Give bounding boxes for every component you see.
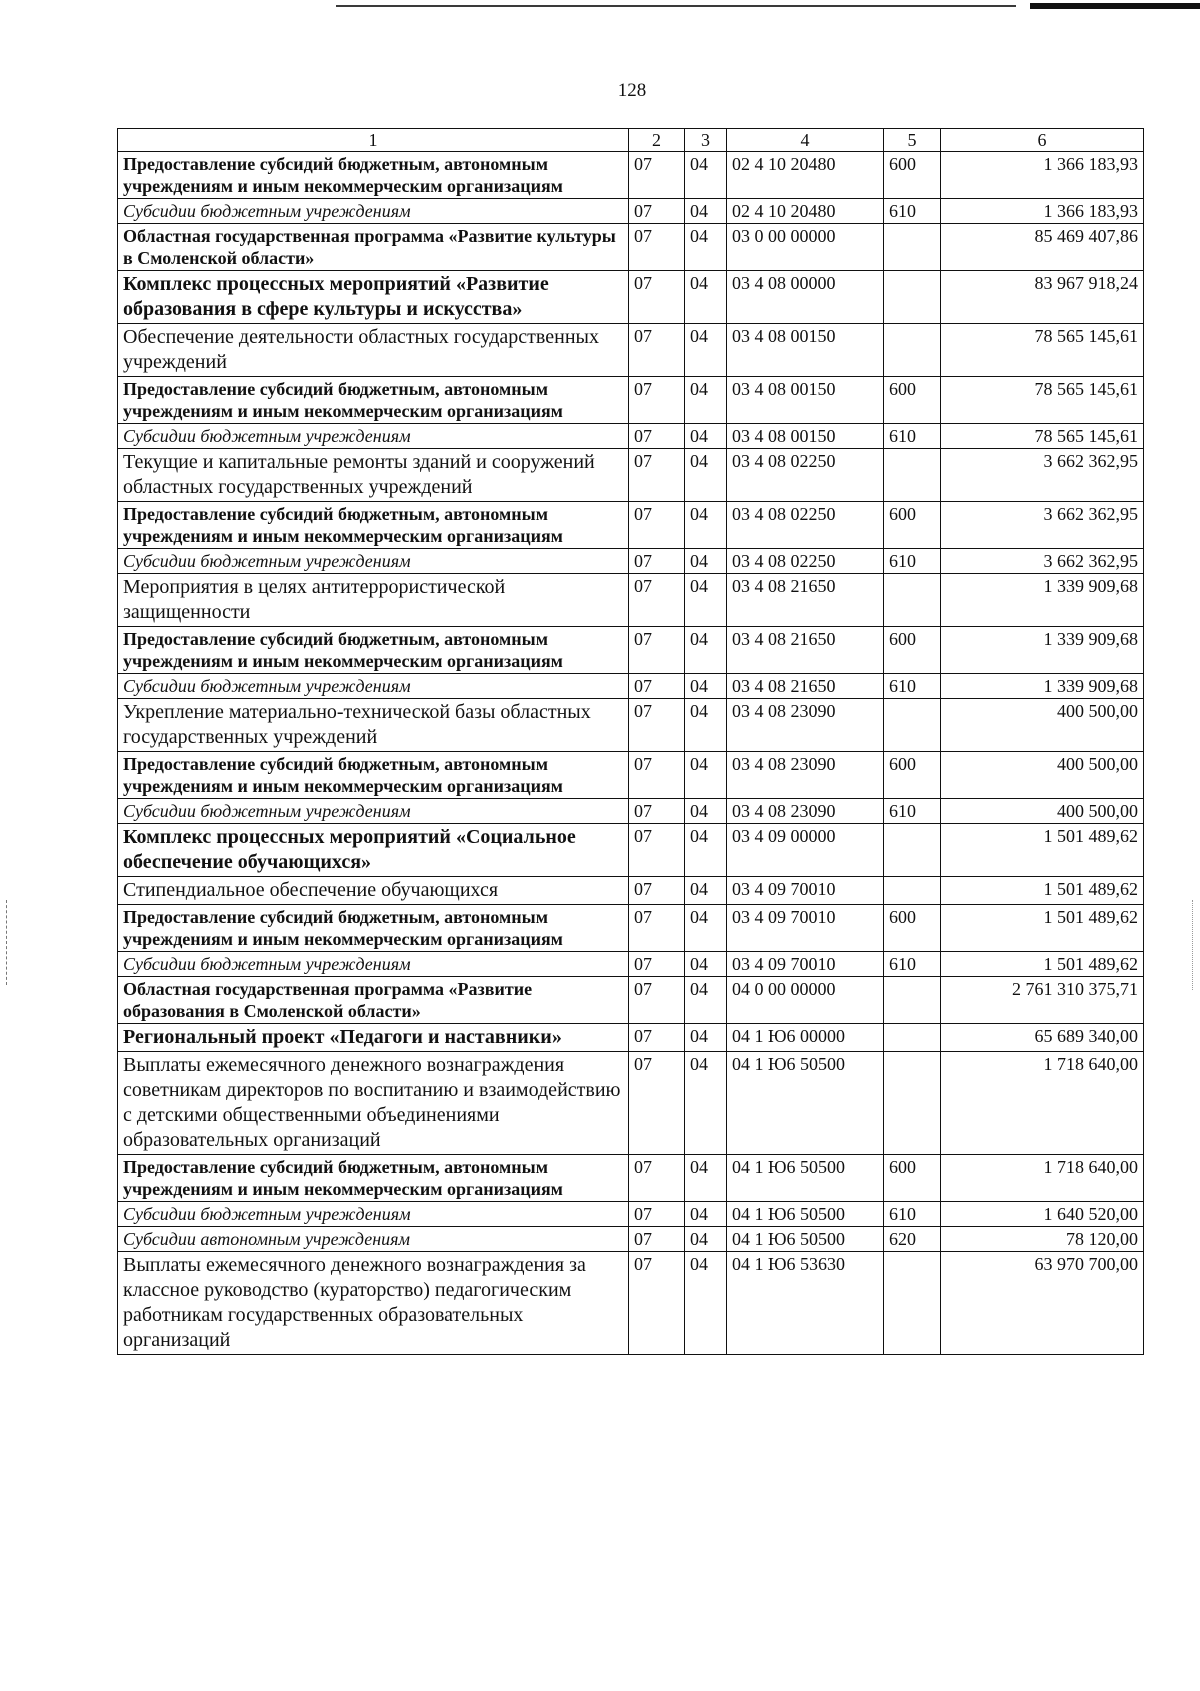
- table-row: [118, 1202, 1144, 1227]
- row-subsection-code: 04: [685, 549, 727, 574]
- row-subsection-code: 04: [685, 377, 727, 424]
- row-amount: 3 662 362,95: [941, 449, 1144, 502]
- page-number: 128: [617, 80, 647, 101]
- row-expense-type: [884, 699, 941, 752]
- table-row: [118, 799, 1144, 824]
- table-row: [118, 502, 1144, 549]
- table-row: [118, 574, 1144, 627]
- row-description: Комплекс процессных мероприятий «Развитие образования в сфере культуры и искусства»: [118, 271, 629, 324]
- column-header: 1: [118, 129, 629, 152]
- row-description: Субсидии бюджетным учреждениям: [118, 424, 629, 449]
- row-target-article: 03 4 08 21650: [727, 674, 884, 699]
- row-description: Субсидии бюджетным учреждениям: [118, 799, 629, 824]
- row-expense-type: [884, 324, 941, 377]
- row-expense-type: 600: [884, 627, 941, 674]
- row-target-article: 04 0 00 00000: [727, 977, 884, 1024]
- row-expense-type: [884, 271, 941, 324]
- table-row: [118, 905, 1144, 952]
- table-row: [118, 1155, 1144, 1202]
- row-subsection-code: 04: [685, 1024, 727, 1052]
- row-subsection-code: 04: [685, 199, 727, 224]
- row-amount: 400 500,00: [941, 699, 1144, 752]
- row-amount: 78 565 145,61: [941, 324, 1144, 377]
- row-section-code: 07: [629, 199, 685, 224]
- row-target-article: 03 4 08 23090: [727, 699, 884, 752]
- row-section-code: 07: [629, 905, 685, 952]
- row-expense-type: [884, 574, 941, 627]
- row-section-code: 07: [629, 271, 685, 324]
- row-amount: 1 501 489,62: [941, 952, 1144, 977]
- row-section-code: 07: [629, 1227, 685, 1252]
- row-target-article: 03 4 08 21650: [727, 574, 884, 627]
- row-amount: 85 469 407,86: [941, 224, 1144, 271]
- row-subsection-code: 04: [685, 1252, 727, 1355]
- row-expense-type: 600: [884, 152, 941, 199]
- row-target-article: 03 4 08 23090: [727, 752, 884, 799]
- column-number-row: [118, 129, 1144, 152]
- row-target-article: 04 1 Ю6 50500: [727, 1202, 884, 1227]
- row-expense-type: [884, 824, 941, 877]
- row-expense-type: [884, 877, 941, 905]
- table-row: [118, 952, 1144, 977]
- row-section-code: 07: [629, 549, 685, 574]
- row-subsection-code: 04: [685, 424, 727, 449]
- budget-table-body: [118, 129, 1144, 1355]
- row-section-code: 07: [629, 1155, 685, 1202]
- row-section-code: 07: [629, 1052, 685, 1155]
- row-section-code: 07: [629, 574, 685, 627]
- row-section-code: 07: [629, 627, 685, 674]
- row-description: Мероприятия в целях антитеррористической защищенности: [118, 574, 629, 627]
- row-target-article: 03 4 09 70010: [727, 905, 884, 952]
- row-description: Предоставление субсидий бюджетным, автономным учреждениям и иным некоммерческим организациям: [118, 752, 629, 799]
- column-header: 3: [685, 129, 727, 152]
- row-amount: 3 662 362,95: [941, 502, 1144, 549]
- row-section-code: 07: [629, 877, 685, 905]
- row-section-code: 07: [629, 1024, 685, 1052]
- row-subsection-code: 04: [685, 271, 727, 324]
- row-target-article: 04 1 Ю6 53630: [727, 1252, 884, 1355]
- row-subsection-code: 04: [685, 1227, 727, 1252]
- row-target-article: 04 1 Ю6 00000: [727, 1024, 884, 1052]
- row-description: Субсидии бюджетным учреждениям: [118, 674, 629, 699]
- table-row: [118, 977, 1144, 1024]
- table-row: [118, 824, 1144, 877]
- row-subsection-code: 04: [685, 449, 727, 502]
- table-row: [118, 549, 1144, 574]
- column-header: 6: [941, 129, 1144, 152]
- row-expense-type: [884, 449, 941, 502]
- row-section-code: 07: [629, 324, 685, 377]
- row-amount: 400 500,00: [941, 799, 1144, 824]
- row-expense-type: [884, 1052, 941, 1155]
- row-amount: 65 689 340,00: [941, 1024, 1144, 1052]
- row-target-article: 03 4 08 02250: [727, 502, 884, 549]
- row-subsection-code: 04: [685, 905, 727, 952]
- row-subsection-code: 04: [685, 877, 727, 905]
- row-amount: 1 718 640,00: [941, 1052, 1144, 1155]
- row-target-article: 03 4 08 00150: [727, 377, 884, 424]
- table-row: [118, 627, 1144, 674]
- row-subsection-code: 04: [685, 977, 727, 1024]
- row-subsection-code: 04: [685, 627, 727, 674]
- row-target-article: 04 1 Ю6 50500: [727, 1052, 884, 1155]
- row-section-code: 07: [629, 502, 685, 549]
- scan-margin-mark: [6, 900, 9, 985]
- row-amount: 1 718 640,00: [941, 1155, 1144, 1202]
- row-subsection-code: 04: [685, 699, 727, 752]
- row-description: Предоставление субсидий бюджетным, автономным учреждениям и иным некоммерческим организациям: [118, 627, 629, 674]
- row-subsection-code: 04: [685, 1052, 727, 1155]
- row-section-code: 07: [629, 952, 685, 977]
- row-section-code: 07: [629, 377, 685, 424]
- row-expense-type: 610: [884, 424, 941, 449]
- row-section-code: 07: [629, 449, 685, 502]
- row-section-code: 07: [629, 699, 685, 752]
- row-subsection-code: 04: [685, 324, 727, 377]
- row-amount: 1 501 489,62: [941, 877, 1144, 905]
- scan-margin-mark-right: [1192, 900, 1194, 990]
- row-expense-type: [884, 977, 941, 1024]
- row-subsection-code: 04: [685, 1155, 727, 1202]
- row-expense-type: [884, 1024, 941, 1052]
- table-row: [118, 1227, 1144, 1252]
- row-amount: 2 761 310 375,71: [941, 977, 1144, 1024]
- row-description: Предоставление субсидий бюджетным, автономным учреждениям и иным некоммерческим организациям: [118, 1155, 629, 1202]
- row-description: Предоставление субсидий бюджетным, автономным учреждениям и иным некоммерческим организациям: [118, 502, 629, 549]
- row-amount: 78 565 145,61: [941, 424, 1144, 449]
- row-subsection-code: 04: [685, 1202, 727, 1227]
- row-target-article: 03 4 08 00150: [727, 324, 884, 377]
- row-description: Субсидии бюджетным учреждениям: [118, 199, 629, 224]
- column-header: 4: [727, 129, 884, 152]
- row-expense-type: 610: [884, 549, 941, 574]
- row-description: Областная государственная программа «Развитие образования в Смоленской области»: [118, 977, 629, 1024]
- row-expense-type: 610: [884, 199, 941, 224]
- row-description: Предоставление субсидий бюджетным, автономным учреждениям и иным некоммерческим организациям: [118, 905, 629, 952]
- table-row: [118, 1052, 1144, 1155]
- scan-top-rule: [336, 5, 1016, 7]
- row-section-code: 07: [629, 1252, 685, 1355]
- row-description: Предоставление субсидий бюджетным, автономным учреждениям и иным некоммерческим организациям: [118, 377, 629, 424]
- table-row: [118, 1252, 1144, 1355]
- row-amount: 1 339 909,68: [941, 574, 1144, 627]
- row-expense-type: [884, 224, 941, 271]
- row-target-article: 02 4 10 20480: [727, 152, 884, 199]
- row-target-article: 04 1 Ю6 50500: [727, 1227, 884, 1252]
- row-description: Субсидии автономным учреждениям: [118, 1227, 629, 1252]
- row-expense-type: [884, 1252, 941, 1355]
- row-expense-type: 600: [884, 1155, 941, 1202]
- row-amount: 1 640 520,00: [941, 1202, 1144, 1227]
- budget-table: [117, 128, 1144, 1355]
- row-subsection-code: 04: [685, 574, 727, 627]
- row-subsection-code: 04: [685, 824, 727, 877]
- row-description: Региональный проект «Педагоги и наставники»: [118, 1024, 629, 1052]
- row-target-article: 03 0 00 00000: [727, 224, 884, 271]
- row-description: Выплаты ежемесячного денежного вознаграждения за классное руководство (кураторство) педагогическим работникам государственных образовательных организаций: [118, 1252, 629, 1355]
- row-expense-type: 610: [884, 952, 941, 977]
- row-expense-type: 600: [884, 752, 941, 799]
- row-expense-type: 600: [884, 377, 941, 424]
- table-row: [118, 424, 1144, 449]
- row-description: Предоставление субсидий бюджетным, автономным учреждениям и иным некоммерческим организациям: [118, 152, 629, 199]
- row-amount: 3 662 362,95: [941, 549, 1144, 574]
- row-amount: 1 501 489,62: [941, 905, 1144, 952]
- row-description: Субсидии бюджетным учреждениям: [118, 1202, 629, 1227]
- row-target-article: 03 4 08 00000: [727, 271, 884, 324]
- row-amount: 78 565 145,61: [941, 377, 1144, 424]
- row-amount: 78 120,00: [941, 1227, 1144, 1252]
- row-subsection-code: 04: [685, 502, 727, 549]
- table-row: [118, 699, 1144, 752]
- row-section-code: 07: [629, 752, 685, 799]
- row-amount: 63 970 700,00: [941, 1252, 1144, 1355]
- row-subsection-code: 04: [685, 224, 727, 271]
- row-section-code: 07: [629, 224, 685, 271]
- row-expense-type: 620: [884, 1227, 941, 1252]
- row-target-article: 03 4 09 70010: [727, 952, 884, 977]
- table-row: [118, 199, 1144, 224]
- row-description: Выплаты ежемесячного денежного вознаграждения советникам директоров по воспитанию и взаимодействию с детскими общественными объединениями образовательных организаций: [118, 1052, 629, 1155]
- row-amount: 1 366 183,93: [941, 199, 1144, 224]
- row-expense-type: 610: [884, 1202, 941, 1227]
- row-section-code: 07: [629, 799, 685, 824]
- row-target-article: 03 4 08 23090: [727, 799, 884, 824]
- row-subsection-code: 04: [685, 952, 727, 977]
- row-expense-type: 610: [884, 799, 941, 824]
- table-row: [118, 674, 1144, 699]
- table-row: [118, 152, 1144, 199]
- row-section-code: 07: [629, 1202, 685, 1227]
- row-amount: 1 339 909,68: [941, 627, 1144, 674]
- row-section-code: 07: [629, 152, 685, 199]
- row-description: Субсидии бюджетным учреждениям: [118, 549, 629, 574]
- row-expense-type: 610: [884, 674, 941, 699]
- row-description: Стипендиальное обеспечение обучающихся: [118, 877, 629, 905]
- table-row: [118, 271, 1144, 324]
- row-description: Текущие и капитальные ремонты зданий и сооружений областных государственных учреждений: [118, 449, 629, 502]
- row-amount: 1 501 489,62: [941, 824, 1144, 877]
- row-amount: 1 366 183,93: [941, 152, 1144, 199]
- row-amount: 1 339 909,68: [941, 674, 1144, 699]
- row-subsection-code: 04: [685, 674, 727, 699]
- column-header: 2: [629, 129, 685, 152]
- row-expense-type: 600: [884, 502, 941, 549]
- table-row: [118, 224, 1144, 271]
- table-row: [118, 377, 1144, 424]
- row-description: Субсидии бюджетным учреждениям: [118, 952, 629, 977]
- row-target-article: 03 4 08 02250: [727, 449, 884, 502]
- row-amount: 83 967 918,24: [941, 271, 1144, 324]
- row-section-code: 07: [629, 674, 685, 699]
- row-target-article: 03 4 08 21650: [727, 627, 884, 674]
- row-target-article: 02 4 10 20480: [727, 199, 884, 224]
- row-target-article: 03 4 09 70010: [727, 877, 884, 905]
- row-description: Комплекс процессных мероприятий «Социальное обеспечение обучающихся»: [118, 824, 629, 877]
- scan-top-rule-thick: [1030, 3, 1200, 9]
- row-subsection-code: 04: [685, 152, 727, 199]
- row-target-article: 03 4 08 00150: [727, 424, 884, 449]
- row-subsection-code: 04: [685, 752, 727, 799]
- row-subsection-code: 04: [685, 799, 727, 824]
- table-row: [118, 1024, 1144, 1052]
- row-description: Укрепление материально-технической базы областных государственных учреждений: [118, 699, 629, 752]
- row-description: Областная государственная программа «Развитие культуры в Смоленской области»: [118, 224, 629, 271]
- row-amount: 400 500,00: [941, 752, 1144, 799]
- row-section-code: 07: [629, 424, 685, 449]
- table-row: [118, 324, 1144, 377]
- row-description: Обеспечение деятельности областных государственных учреждений: [118, 324, 629, 377]
- table-row: [118, 449, 1144, 502]
- row-target-article: 03 4 09 00000: [727, 824, 884, 877]
- row-target-article: 03 4 08 02250: [727, 549, 884, 574]
- table-row: [118, 752, 1144, 799]
- table-row: [118, 877, 1144, 905]
- row-section-code: 07: [629, 977, 685, 1024]
- row-expense-type: 600: [884, 905, 941, 952]
- column-header: 5: [884, 129, 941, 152]
- row-target-article: 04 1 Ю6 50500: [727, 1155, 884, 1202]
- row-section-code: 07: [629, 824, 685, 877]
